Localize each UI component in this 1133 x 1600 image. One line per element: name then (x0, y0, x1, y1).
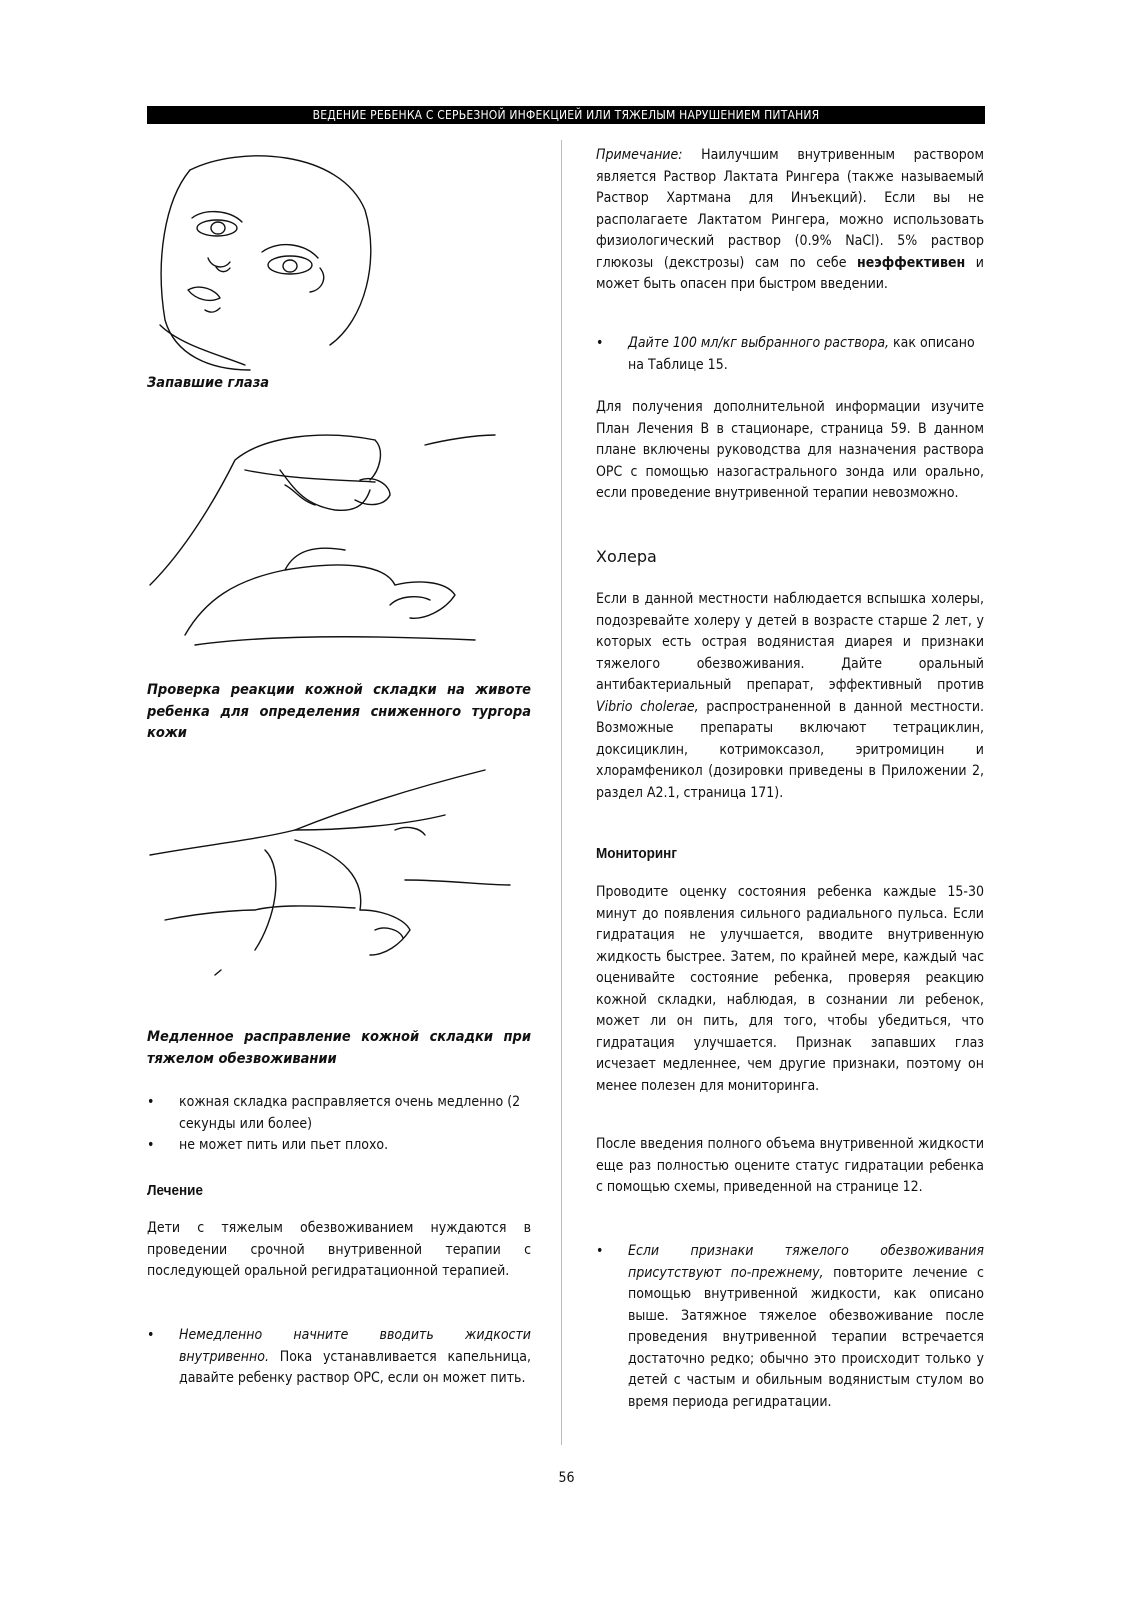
plan-paragraph: Для получения дополнительной информации изучите План Лечения В в стационаре, страница 59. В данном плане включены руководства для назначения раствора ОРС с помощью назогастрального зонда или орально, если проведение внутривенной терапии невозможно. (596, 399, 984, 501)
note-bold: неэффективен (857, 254, 966, 271)
treatment-bullet: • Немедленно начните вводить жидкости внутривенно. Пока устанавливается капельница, давайте ребенку раствор ОРС, если он может пить. (147, 1327, 531, 1386)
cholera-text-1: Если в данной местности наблюдается вспышка холеры, подозревайте холеру у детей в возрасте старше 2 лет, у которых есть острая водянистая диарея и признаки тяжелого обезвоживания. Дайте оральный антибактериальный препарат, эффективный против (596, 591, 984, 693)
persisting-signs-italic: Если признаки тяжелого обезвоживания присутствуют по-прежнему, (628, 1243, 984, 1281)
cholera-italic: Vibrio cholerae, (596, 698, 699, 715)
persisting-signs-bullet: • Если признаки тяжелого обезвоживания присутствуют по-прежнему, повторите лечение с помощью внутривенной жидкости, как описано выше. Затяжное тяжелое обезвоживание после проведения внутривенной терапии встречается достаточно редко; обычно это происходит только у детей с частым и обильным водянистым стулом во время периода регидратации. (596, 1243, 984, 1410)
note-label: Примечание: (596, 147, 683, 163)
skin-pinch-illustration (145, 420, 505, 670)
give-fluid-text: как описано на Таблице 15. (628, 335, 975, 373)
treatment-paragraph: Дети с тяжелым обезвоживанием нуждаются в проведении срочной внутривенной терапии с последующей оральной регидратационной терапией. (147, 1220, 531, 1279)
caption-skin-pinch: Проверка реакции кожной складки на животе ребенка для определения сниженного тургора кожи (147, 682, 531, 741)
list-item: • не может пить или пьет плохо. (147, 1137, 389, 1153)
cholera-heading: Холера (596, 547, 657, 566)
page-number: 56 (558, 1470, 575, 1486)
note-text-1: Наилучшим внутривенным раствором является Раствор Лактата Рингера (также называемый Раствор Хартмана для Инъекций). Если вы не располагаете Лактатом Рингера, можно использовать физиологический раствор (0.9% NaCl). 5% раствор глюкозы (декстрозы) сам по себе (596, 147, 984, 271)
treatment-bullet-italic: Немедленно начните вводить жидкости внутривенно. (179, 1327, 531, 1365)
persisting-signs-text: повторите лечение с помощью внутривенной жидкости, как описано выше. Затяжное тяжелое обезвоживание после проведения внутривенной терапии встречается достаточно редко; обычно это происходит только у детей с частым и обильным водянистым стулом во время периода регидратации. (628, 1264, 984, 1410)
list-item: • кожная складка расправляется очень медленно (2 секунды или более) (147, 1094, 521, 1132)
list-item-text: не может пить или пьет плохо. (179, 1137, 389, 1153)
monitoring-heading: Мониторинг (596, 845, 677, 862)
column-divider (561, 140, 562, 1445)
treatment-bullet-text: Пока устанавливается капельница, давайте ребенку раствор ОРС, если он может пить. (179, 1348, 531, 1386)
list-item-text: кожная складка расправляется очень медленно (2 секунды или более) (179, 1094, 521, 1132)
note-paragraph (596, 145, 984, 296)
cholera-paragraph (596, 589, 984, 804)
signs-list (147, 1092, 531, 1157)
caption-slow-skin-return: Медленное расправление кожной складки при тяжелом обезвоживании (147, 1029, 531, 1067)
note-text-2: и может быть опасен при быстром введении. (596, 254, 984, 292)
sunken-eyes-illustration (150, 140, 390, 380)
give-fluid-italic: Дайте 100 мл/кг выбранного раствора, (628, 335, 890, 351)
caption-sunken-eyes: Запавшие глаза (147, 375, 270, 391)
slow-skin-return-illustration (145, 760, 515, 1010)
treatment-heading: Лечение (147, 1182, 203, 1199)
monitoring-paragraph: Проводите оценку состояния ребенка каждые 15-30 минут до появления сильного радиального пульса. Если гидратация не улучшается, вводите внутривенную жидкость быстрее. Затем, по крайней мере, каждый час оценивайте состояние ребенка, проверяя реакцию кожной складки, наблюдая, в сознании ли ребенок, может ли он пить, для того, чтобы убедиться, что гидратация улучшается. Признак запавших глаз исчезает медленнее, чем другие признаки, поэтому он менее полезен для мониторинга. (596, 884, 984, 1094)
after-paragraph: После введения полного объема внутривенной жидкости еще раз полностью оцените статус гидратации ребенка с помощью схемы, приведенной на странице 12. (596, 1136, 984, 1195)
give-fluid-bullet: • Дайте 100 мл/кг выбранного раствора, как описано на Таблице 15. (596, 335, 975, 373)
section-header: ВЕДЕНИЕ РЕБЕНКА С СЕРЬЕЗНОЙ ИНФЕКЦИЕЙ ИЛИ ТЯЖЕЛЫМ НАРУШЕНИЕМ ПИТАНИЯ (147, 106, 985, 124)
cholera-text-2: распространенной в данной местности. Возможные препараты включают тетрациклин, доксициклин, котримоксазол, эритромицин и хлорамфеникол (дозировки приведены в Приложении 2, раздел А2.1, страница 171). (596, 698, 985, 801)
